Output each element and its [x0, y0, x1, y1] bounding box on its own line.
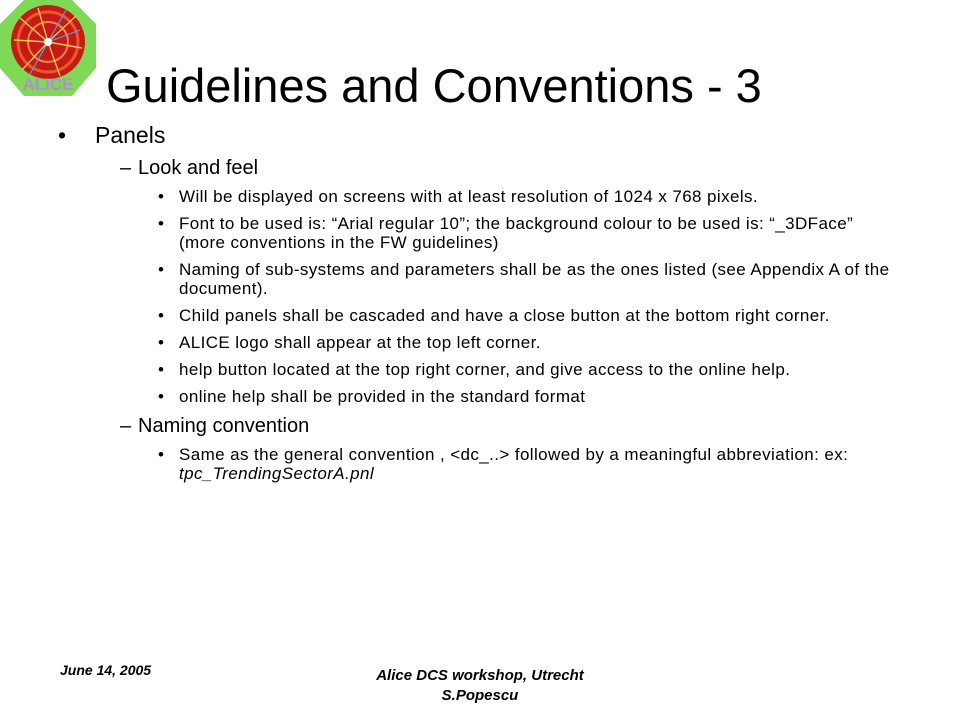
list-item-text: Will be displayed on screens with at least resolution of 1024 x 768 pixels. [179, 187, 759, 206]
bullet-dot-icon: • [58, 122, 67, 148]
footer-event: Alice DCS workshop, Utrecht [376, 667, 584, 684]
footer-author: S.Popescu [441, 687, 519, 704]
naming-item-prefix: Same as the general convention , <dc_..> followed by a meaningful abbreviation: ex: [179, 445, 854, 464]
list-item [158, 387, 908, 406]
bullet-dot-icon: • [158, 445, 165, 464]
dash-icon: – [120, 157, 132, 179]
subbullet-look-and-feel-text: Look and feel [138, 157, 259, 179]
alice-logo-text: ALICE [22, 75, 74, 94]
bullet-dot-icon: • [158, 306, 165, 325]
naming-item-example: tpc_TrendingSectorA.pnl [179, 464, 375, 483]
footer-date: June 14, 2005 [60, 662, 152, 678]
list-item-text: ALICE logo shall appear at the top left corner. [179, 333, 541, 352]
list-item [158, 306, 908, 325]
bullet-panels [58, 121, 908, 149]
bullet-dot-icon: • [158, 360, 165, 379]
dash-icon: – [120, 415, 132, 437]
list-item-text: help button located at the top right corner, and give access to the online help. [179, 360, 791, 379]
list-item [158, 214, 908, 252]
list-item-text: Font to be used is: “Arial regular 10”; the background colour to be used is: “_3DFace” (more conventions in the FW guidelines) [179, 214, 854, 252]
naming-item-text [179, 445, 899, 483]
slide-title: Guidelines and Conventions - 3 [106, 59, 762, 112]
bullet-dot-icon: • [158, 387, 165, 406]
list-item [158, 260, 908, 298]
subbullet-naming-convention [120, 414, 908, 438]
list-item [158, 187, 908, 206]
bullet-dot-icon: • [158, 214, 165, 233]
list-item-text: Child panels shall be cascaded and have a close button at the bottom right corner. [179, 306, 830, 325]
slide-content [58, 121, 908, 491]
subbullet-look-and-feel [120, 156, 908, 180]
list-item [158, 445, 908, 483]
list-item [158, 360, 908, 379]
subbullet-naming-convention-text: Naming convention [138, 415, 310, 437]
bullet-dot-icon: • [158, 260, 165, 279]
list-item-text: online help shall be provided in the standard format [179, 387, 586, 406]
list-item [158, 333, 908, 352]
bullet-panels-text: Panels [95, 122, 166, 148]
alice-logo [0, 0, 96, 96]
bullet-dot-icon: • [158, 333, 165, 352]
footer-center [280, 666, 680, 706]
bullet-dot-icon: • [158, 187, 165, 206]
list-item-text: Naming of sub-systems and parameters shall be as the ones listed (see Appendix A of the document). [179, 260, 890, 298]
